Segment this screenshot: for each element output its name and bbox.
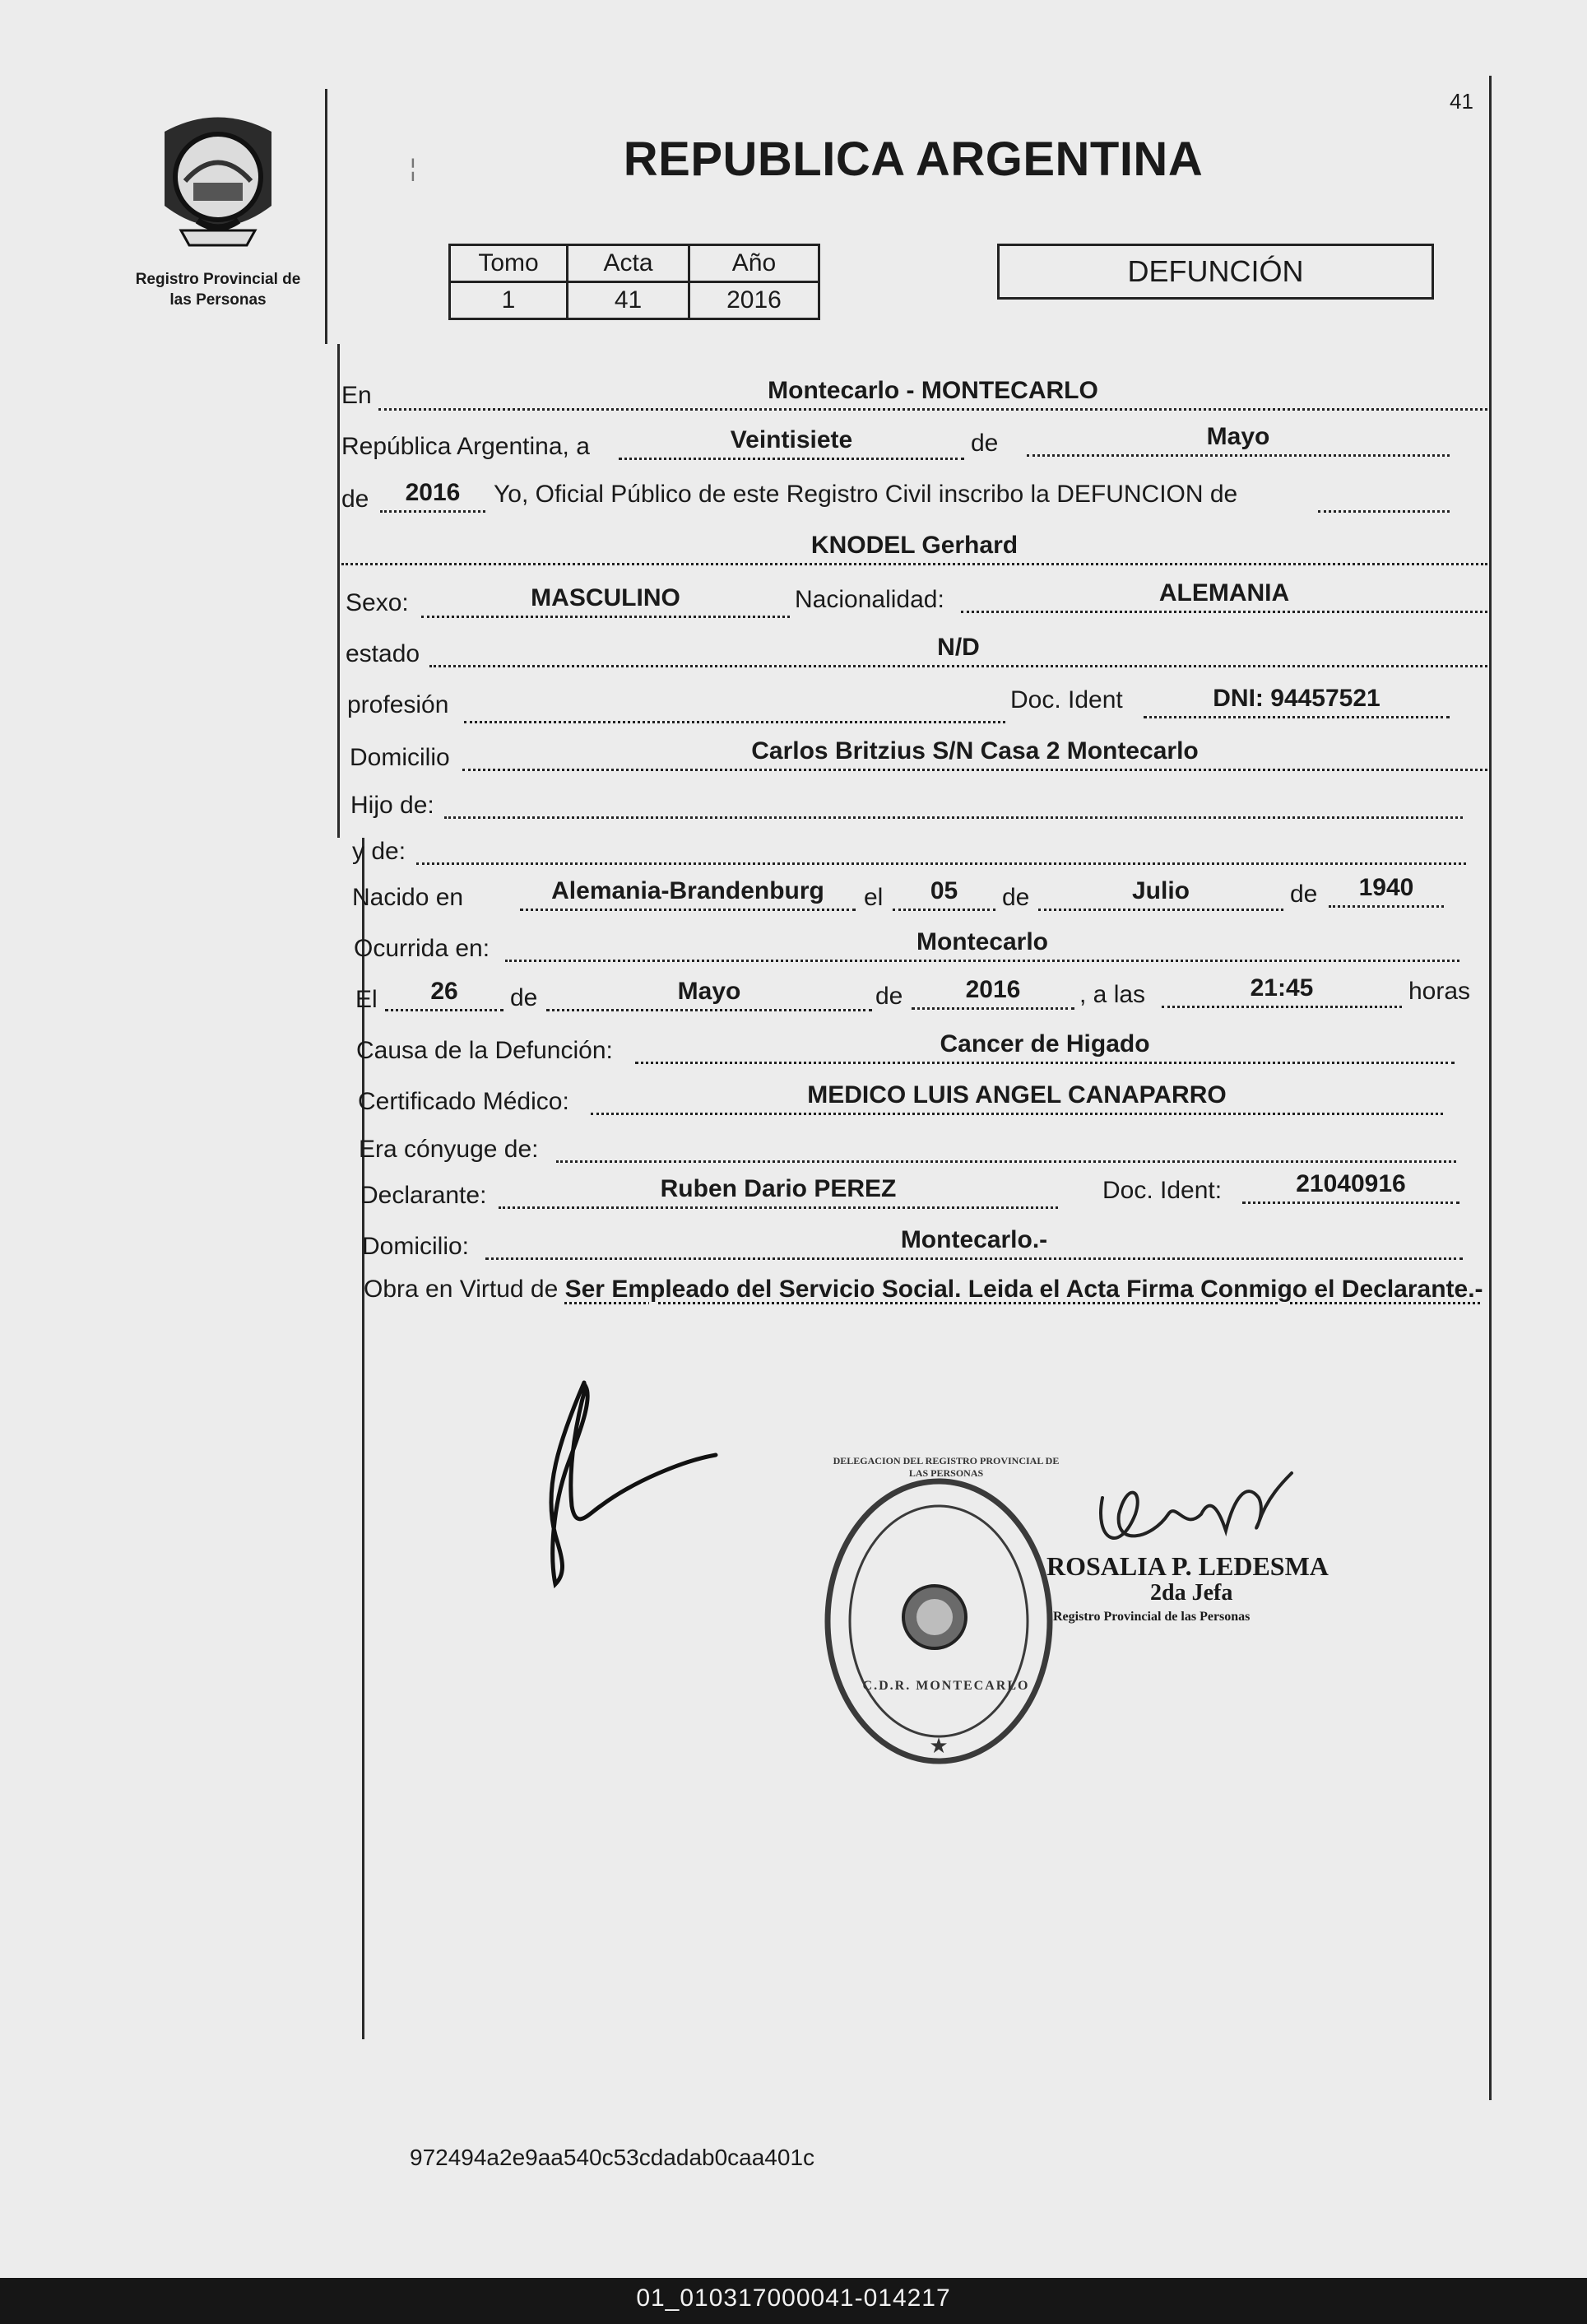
decl-doc-value: 21040916	[1296, 1170, 1406, 1197]
registry-label-line2: las Personas	[169, 290, 267, 309]
official-role: 2da Jefa	[1150, 1580, 1233, 1606]
death-month-value: Mayo	[677, 978, 741, 1005]
official-stamp	[819, 1473, 1058, 1769]
right-margin-rule	[1489, 76, 1492, 2100]
provincial-crest-logo	[148, 107, 288, 251]
death-day-field	[385, 979, 503, 1011]
registry-label	[115, 270, 321, 310]
en-label: En	[341, 382, 372, 409]
acta-header: Acta	[568, 245, 689, 282]
inscribo-label: Yo, Oficial Público de este Registro Civil inscribo la DEFUNCION de	[494, 481, 1238, 508]
pencil-mark: ¦	[410, 155, 416, 182]
estado-value: N/D	[937, 634, 980, 661]
obra-paragraph	[364, 1271, 1491, 1308]
hijo-label: Hijo de:	[350, 792, 434, 819]
domicilio-field	[462, 739, 1487, 771]
causa-field	[635, 1032, 1455, 1064]
hijo-field	[444, 787, 1463, 819]
tomo-value: 1	[450, 282, 568, 319]
left-margin-rule	[325, 89, 327, 344]
nacido-value: Alemania-Brandenburg	[551, 877, 824, 904]
scan-code: 01_010317000041-014217	[636, 2284, 951, 2312]
declarante-value: Ruben Dario PEREZ	[660, 1175, 897, 1202]
conyuge-field	[556, 1131, 1456, 1163]
yde-label: y de:	[352, 838, 406, 865]
doc-ident-field	[1144, 686, 1450, 718]
anio-header: Año	[689, 245, 819, 282]
stamp-inner-text: C.D.R. MONTECARLO	[862, 1679, 1030, 1693]
ocurrida-label: Ocurrida en:	[354, 935, 490, 962]
decl-doc-field	[1242, 1172, 1459, 1204]
tomo-header: Tomo	[450, 245, 568, 282]
death-day-value: 26	[430, 978, 458, 1005]
year-field	[380, 481, 485, 513]
horas-label: horas	[1408, 978, 1471, 1005]
decl-domicilio-field	[485, 1228, 1463, 1260]
birth-year-value: 1940	[1358, 874, 1414, 901]
declarante-field	[499, 1177, 1058, 1209]
de-label-5: de	[510, 984, 538, 1011]
nacionalidad-field	[961, 581, 1487, 613]
estado-label: estado	[346, 640, 420, 667]
reference-table	[448, 244, 820, 320]
decl-domicilio-value: Montecarlo.-	[900, 1226, 1048, 1253]
month-value: Mayo	[1206, 423, 1270, 450]
acta-value: 41	[568, 282, 689, 319]
reference-table-header-row	[450, 245, 819, 282]
republica-label: República Argentina, a	[341, 433, 590, 460]
doc-ident-value: DNI: 94457521	[1213, 685, 1381, 712]
certificado-label: Certificado Médico:	[358, 1088, 569, 1115]
birth-day-field	[893, 879, 995, 911]
conyuge-label: Era cónyuge de:	[359, 1136, 539, 1163]
de-label-1: de	[971, 430, 999, 457]
nacionalidad-label: Nacionalidad:	[795, 586, 944, 613]
day-field	[619, 428, 964, 460]
de-label-2: de	[341, 486, 369, 513]
en-value: Montecarlo - MONTECARLO	[768, 377, 1098, 404]
profesion-field	[464, 691, 1005, 723]
estado-field	[429, 635, 1487, 667]
en-field	[378, 379, 1487, 411]
certificado-value: MEDICO LUIS ANGEL CANAPARRO	[807, 1081, 1227, 1109]
declarante-label: Declarante:	[360, 1182, 487, 1209]
birth-day-value: 05	[930, 877, 958, 904]
doc-ident-label: Doc. Ident	[1010, 686, 1123, 713]
deceased-name-value: KNODEL Gerhard	[810, 532, 1019, 559]
domicilio-value: Carlos Britzius S/N Casa 2 Montecarlo	[751, 737, 1199, 765]
decl-doc-label: Doc. Ident:	[1102, 1177, 1223, 1204]
birth-month-value: Julio	[1131, 877, 1190, 904]
certificado-field	[591, 1083, 1443, 1115]
el2-label: El	[355, 986, 378, 1013]
obra-label: Obra en Virtud de	[364, 1276, 559, 1303]
decl-domicilio-label: Domicilio:	[362, 1233, 470, 1260]
anio-value: 2016	[689, 282, 819, 319]
domicilio-label: Domicilio	[350, 744, 450, 771]
official-name: ROSALIA P. LEDESMA	[1046, 1551, 1329, 1581]
country-title: REPUBLICA ARGENTINA	[623, 132, 1204, 186]
declarant-signature	[510, 1366, 732, 1597]
yde-field	[416, 833, 1466, 865]
svg-text:★: ★	[929, 1733, 949, 1758]
form-left-rule-lower	[362, 838, 364, 2039]
death-month-field	[546, 979, 872, 1011]
death-time-field	[1162, 976, 1402, 1008]
reference-table-value-row	[450, 282, 819, 319]
nacido-field	[520, 879, 856, 911]
causa-value: Cancer de Higado	[940, 1030, 1150, 1057]
de-label-6: de	[875, 983, 903, 1010]
de-label-3: de	[1002, 884, 1030, 911]
ocurrida-field	[505, 930, 1459, 962]
obra-value: Ser Empleado del Servicio Social. Leida el Acta Firma Conmigo el Declarante.-	[564, 1276, 1483, 1303]
stamp-outer-text: DELEGACION DEL REGISTRO PROVINCIAL DE LAS PERSONAS	[833, 1455, 1060, 1479]
sexo-value: MASCULINO	[531, 584, 680, 611]
registry-label-line1: Registro Provincial de	[135, 271, 301, 288]
month-field	[1027, 425, 1450, 457]
year-value: 2016	[405, 479, 461, 506]
ocurrida-value: Montecarlo	[916, 928, 1049, 955]
form-left-rule	[337, 344, 340, 838]
page-number: 41	[1450, 89, 1473, 114]
birth-year-field	[1329, 876, 1444, 908]
inscribo-field-tail	[1318, 481, 1450, 513]
alas-label: , a las	[1079, 981, 1146, 1008]
causa-label: Causa de la Defunción:	[356, 1037, 613, 1064]
death-year-value: 2016	[965, 976, 1021, 1003]
birth-month-field	[1038, 879, 1283, 911]
de-label-4: de	[1290, 881, 1318, 908]
death-time-value: 21:45	[1250, 974, 1314, 1002]
official-office: Registro Provincial de las Personas	[1053, 1610, 1251, 1624]
day-value: Veintisiete	[730, 426, 853, 453]
document-hash: 972494a2e9aa540c53cdadab0caa401c	[410, 2145, 815, 2170]
record-type-box: DEFUNCIÓN	[997, 244, 1434, 300]
death-year-field	[912, 978, 1074, 1010]
sexo-label: Sexo:	[346, 589, 409, 616]
nacionalidad-value: ALEMANIA	[1158, 579, 1290, 607]
deceased-name-field	[341, 533, 1487, 565]
el-label: el	[864, 884, 884, 911]
profesion-label: profesión	[347, 691, 449, 718]
sexo-field	[421, 586, 790, 618]
nacido-label: Nacido en	[352, 884, 464, 911]
